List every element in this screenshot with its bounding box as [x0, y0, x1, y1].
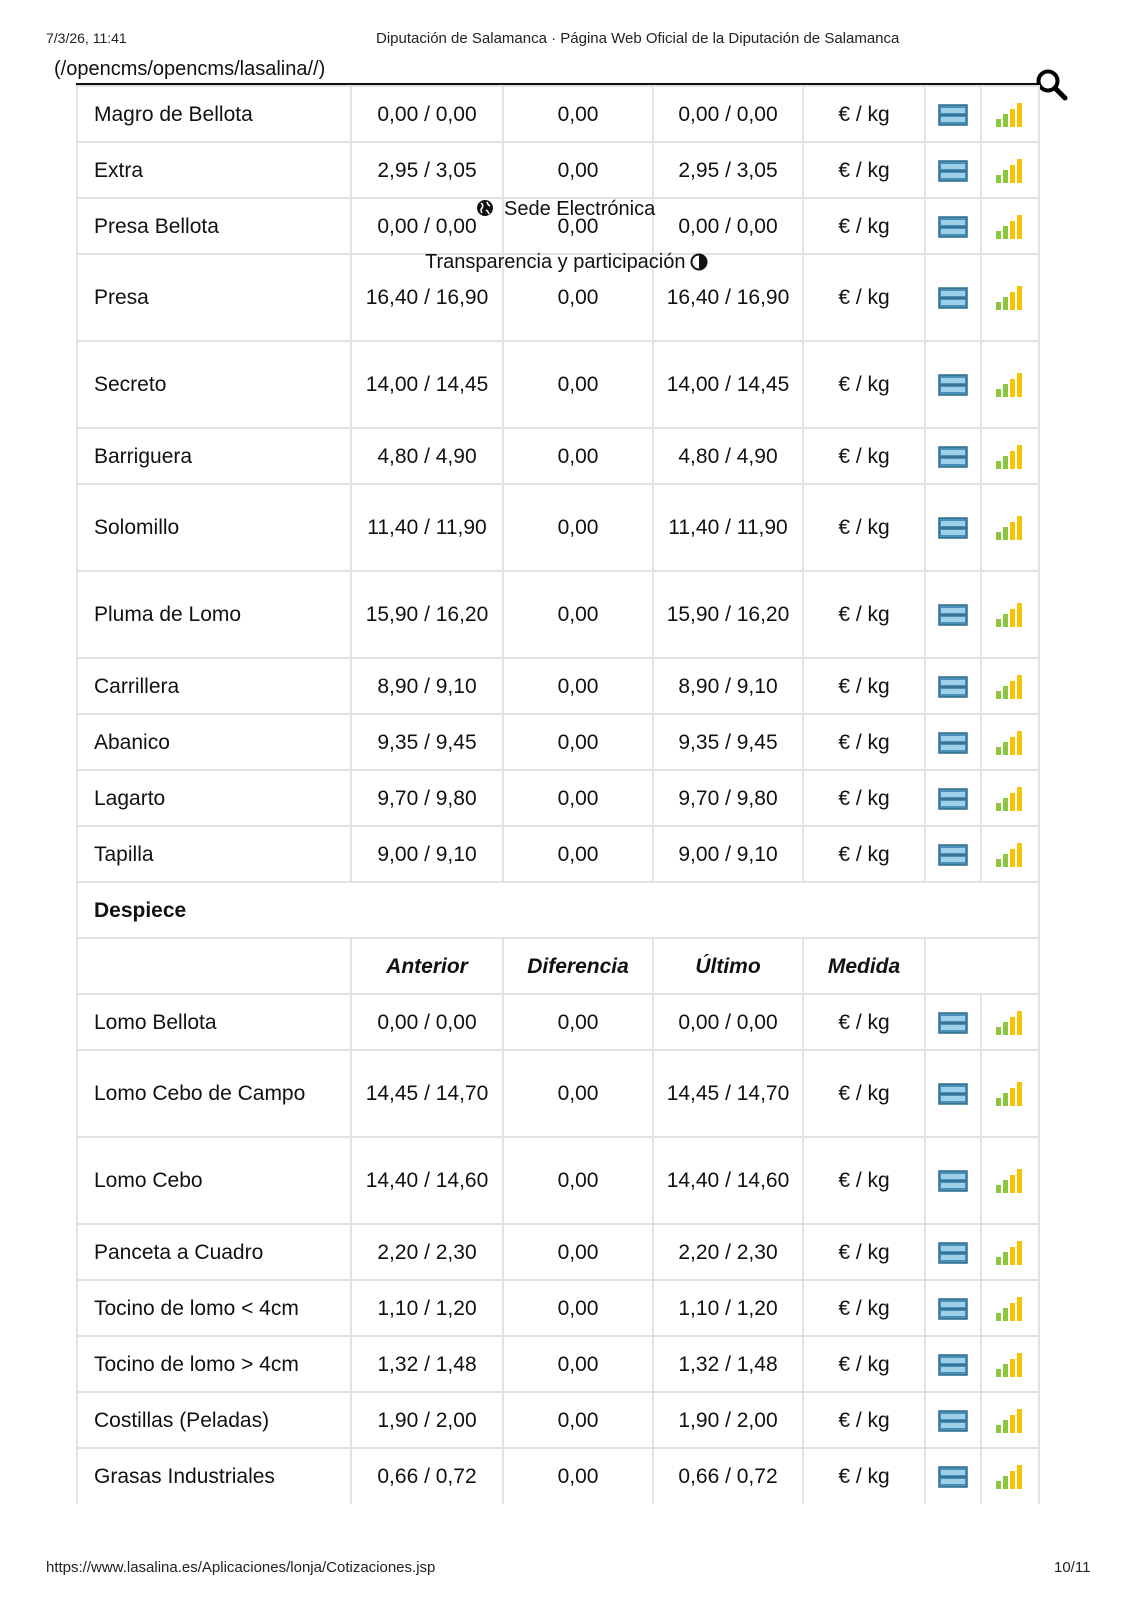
bar-chart-icon[interactable] — [995, 842, 1025, 868]
chart-view-cell[interactable] — [981, 86, 1039, 142]
unit-medida: € / kg — [803, 1448, 925, 1504]
table-icon[interactable] — [938, 1170, 968, 1192]
bar-chart-icon[interactable] — [995, 786, 1025, 812]
price-ultimo: 11,40 / 11,90 — [653, 484, 803, 571]
table-view-cell[interactable] — [925, 994, 981, 1050]
bar-chart-icon[interactable] — [995, 1010, 1025, 1036]
header-ultimo: Último — [653, 938, 803, 994]
chart-view-cell[interactable] — [981, 484, 1039, 571]
price-diferencia: 0,00 — [503, 86, 653, 142]
price-ultimo: 0,00 / 0,00 — [653, 994, 803, 1050]
product-name: Panceta a Cuadro — [77, 1224, 351, 1280]
sede-electronica-link[interactable] — [476, 198, 655, 221]
bar-chart-icon[interactable] — [995, 1168, 1025, 1194]
price-ultimo: 15,90 / 16,20 — [653, 571, 803, 658]
unit-medida: € / kg — [803, 1336, 925, 1392]
table-view-cell[interactable] — [925, 198, 981, 254]
chart-view-cell[interactable] — [981, 428, 1039, 484]
price-anterior: 14,00 / 14,45 — [351, 341, 503, 428]
table-icon[interactable] — [938, 732, 968, 754]
price-diferencia: 0,00 — [503, 1280, 653, 1336]
table-icon[interactable] — [938, 604, 968, 626]
table-view-cell[interactable] — [925, 1448, 981, 1504]
table-view-cell[interactable] — [925, 714, 981, 770]
table-row — [77, 484, 1063, 571]
unit-medida: € / kg — [803, 86, 925, 142]
chart-view-cell[interactable] — [981, 254, 1039, 341]
table-icon[interactable] — [938, 1242, 968, 1264]
price-ultimo: 4,80 / 4,90 — [653, 428, 803, 484]
table-view-cell[interactable] — [925, 341, 981, 428]
product-name: Barriguera — [77, 428, 351, 484]
table-view-cell[interactable] — [925, 484, 981, 571]
table-row — [77, 1336, 1063, 1392]
price-diferencia: 0,00 — [503, 142, 653, 198]
product-name: Pluma de Lomo — [77, 571, 351, 658]
section-despiece — [77, 882, 1063, 994]
chart-view-cell[interactable] — [981, 658, 1039, 714]
chart-view-cell[interactable] — [981, 826, 1039, 882]
price-anterior: 9,70 / 9,80 — [351, 770, 503, 826]
chart-view-cell[interactable] — [981, 1448, 1039, 1504]
price-anterior: 2,95 / 3,05 — [351, 142, 503, 198]
price-anterior: 14,45 / 14,70 — [351, 1050, 503, 1137]
chart-view-cell[interactable] — [981, 714, 1039, 770]
table-view-cell[interactable] — [925, 142, 981, 198]
price-ultimo: 0,66 / 0,72 — [653, 1448, 803, 1504]
price-ultimo: 9,00 / 9,10 — [653, 826, 803, 882]
price-ultimo: 9,70 / 9,80 — [653, 770, 803, 826]
price-ultimo: 8,90 / 9,10 — [653, 658, 803, 714]
product-name: Extra — [77, 142, 351, 198]
bar-chart-icon[interactable] — [995, 372, 1025, 398]
price-diferencia: 0,00 — [503, 198, 653, 254]
price-ultimo: 16,40 / 16,90 — [653, 254, 803, 341]
price-diferencia: 0,00 — [503, 571, 653, 658]
section-title: Despiece — [77, 882, 1039, 938]
table-row — [77, 571, 1063, 658]
price-diferencia: 0,00 — [503, 341, 653, 428]
table-view-cell[interactable] — [925, 571, 981, 658]
chart-view-cell[interactable] — [981, 1224, 1039, 1280]
price-anterior: 14,40 / 14,60 — [351, 1137, 503, 1224]
table-view-cell[interactable] — [925, 658, 981, 714]
bar-chart-icon[interactable] — [995, 515, 1025, 541]
table-icon[interactable] — [938, 446, 968, 468]
price-ultimo: 0,00 / 0,00 — [653, 198, 803, 254]
table-row — [77, 826, 1063, 882]
contrast-icon[interactable] — [690, 253, 708, 271]
price-diferencia: 0,00 — [503, 1448, 653, 1504]
table-view-cell[interactable] — [925, 86, 981, 142]
table-icon[interactable] — [938, 104, 968, 126]
bar-chart-icon[interactable] — [995, 1296, 1025, 1322]
print-date: 7/3/26, 11:41 — [46, 30, 127, 46]
price-diferencia: 0,00 — [503, 1392, 653, 1448]
price-anterior: 15,90 / 16,20 — [351, 571, 503, 658]
table-icon[interactable] — [938, 1354, 968, 1376]
chart-view-cell[interactable] — [981, 1392, 1039, 1448]
unit-medida: € / kg — [803, 254, 925, 341]
bar-chart-icon[interactable] — [995, 730, 1025, 756]
price-diferencia: 0,00 — [503, 658, 653, 714]
product-name: Tocino de lomo < 4cm — [77, 1280, 351, 1336]
table-icon[interactable] — [938, 676, 968, 698]
print-page-number: 10/11 — [1054, 1559, 1091, 1576]
print-page-title: Diputación de Salamanca · Página Web Oficial de la Diputación de Salamanca — [376, 30, 900, 47]
chart-view-cell[interactable] — [981, 341, 1039, 428]
home-link[interactable]: (/opencms/opencms/lasalina//) — [54, 58, 326, 80]
sede-electronica-label: Sede Electrónica — [504, 198, 656, 220]
table-view-cell[interactable] — [925, 1224, 981, 1280]
chart-view-cell[interactable] — [981, 770, 1039, 826]
price-diferencia: 0,00 — [503, 1050, 653, 1137]
unit-medida: € / kg — [803, 484, 925, 571]
table-icon[interactable] — [938, 1012, 968, 1034]
product-name: Presa Bellota — [77, 198, 351, 254]
bar-chart-icon[interactable] — [995, 1240, 1025, 1266]
price-anterior: 0,00 / 0,00 — [351, 86, 503, 142]
price-anterior: 0,00 / 0,00 — [351, 198, 503, 254]
table-icon[interactable] — [938, 160, 968, 182]
price-ultimo: 14,45 / 14,70 — [653, 1050, 803, 1137]
bar-chart-icon[interactable] — [995, 1464, 1025, 1490]
table-view-cell[interactable] — [925, 1137, 981, 1224]
price-anterior: 11,40 / 11,90 — [351, 484, 503, 571]
price-anterior: 0,66 / 0,72 — [351, 1448, 503, 1504]
unit-medida: € / kg — [803, 428, 925, 484]
unit-medida: € / kg — [803, 994, 925, 1050]
table-view-cell[interactable] — [925, 826, 981, 882]
price-ultimo: 2,20 / 2,30 — [653, 1224, 803, 1280]
table-row — [77, 86, 1063, 142]
table-row — [77, 1050, 1063, 1137]
chart-view-cell[interactable] — [981, 198, 1039, 254]
table-row — [77, 1137, 1063, 1224]
price-ultimo: 1,10 / 1,20 — [653, 1280, 803, 1336]
chart-view-cell[interactable] — [981, 994, 1039, 1050]
table-view-cell[interactable] — [925, 1336, 981, 1392]
price-anterior: 9,00 / 9,10 — [351, 826, 503, 882]
table-icon[interactable] — [938, 517, 968, 539]
price-anterior: 2,20 / 2,30 — [351, 1224, 503, 1280]
price-anterior: 1,32 / 1,48 — [351, 1336, 503, 1392]
price-diferencia: 0,00 — [503, 254, 653, 341]
product-name: Magro de Bellota — [77, 86, 351, 142]
table-row — [77, 714, 1063, 770]
price-diferencia: 0,00 — [503, 1137, 653, 1224]
product-name: Grasas Industriales — [77, 1448, 351, 1504]
header-medida: Medida — [803, 938, 925, 994]
table-row — [77, 142, 1063, 198]
unit-medida: € / kg — [803, 142, 925, 198]
unit-medida: € / kg — [803, 826, 925, 882]
table-icon[interactable] — [938, 1466, 968, 1488]
product-name: Secreto — [77, 341, 351, 428]
product-name: Lomo Cebo de Campo — [77, 1050, 351, 1137]
table-row — [77, 428, 1063, 484]
price-ultimo: 14,40 / 14,60 — [653, 1137, 803, 1224]
unit-medida: € / kg — [803, 1050, 925, 1137]
header-empty-cell — [925, 938, 1039, 994]
price-diferencia: 0,00 — [503, 994, 653, 1050]
table-icon[interactable] — [938, 374, 968, 396]
unit-medida: € / kg — [803, 571, 925, 658]
table-view-cell[interactable] — [925, 254, 981, 341]
table-view-cell[interactable] — [925, 1280, 981, 1336]
table-icon[interactable] — [938, 287, 968, 309]
table-icon[interactable] — [938, 1298, 968, 1320]
product-name: Costillas (Peladas) — [77, 1392, 351, 1448]
table-row — [77, 1448, 1063, 1504]
chart-view-cell[interactable] — [981, 1137, 1039, 1224]
price-diferencia: 0,00 — [503, 1336, 653, 1392]
unit-medida: € / kg — [803, 770, 925, 826]
price-anterior: 16,40 / 16,90 — [351, 254, 503, 341]
price-anterior: 4,80 / 4,90 — [351, 428, 503, 484]
chart-view-cell[interactable] — [981, 1050, 1039, 1137]
table-icon[interactable] — [938, 788, 968, 810]
price-ultimo: 1,32 / 1,48 — [653, 1336, 803, 1392]
price-diferencia: 0,00 — [503, 428, 653, 484]
unit-medida: € / kg — [803, 714, 925, 770]
table-row — [77, 1392, 1063, 1448]
quotes-despiece-body — [77, 994, 1063, 1504]
price-diferencia: 0,00 — [503, 484, 653, 571]
product-name: Tapilla — [77, 826, 351, 882]
table-view-cell[interactable] — [925, 1392, 981, 1448]
product-name: Lomo Bellota — [77, 994, 351, 1050]
bar-chart-icon[interactable] — [995, 214, 1025, 240]
price-diferencia: 0,00 — [503, 714, 653, 770]
unit-medida: € / kg — [803, 1392, 925, 1448]
table-view-cell[interactable] — [925, 428, 981, 484]
unit-medida: € / kg — [803, 1137, 925, 1224]
transparencia-link[interactable] — [425, 251, 708, 274]
price-anterior: 8,90 / 9,10 — [351, 658, 503, 714]
transparencia-label: Transparencia y participación — [425, 251, 686, 273]
bar-chart-icon[interactable] — [995, 1081, 1025, 1107]
product-name: Abanico — [77, 714, 351, 770]
product-name: Solomillo — [77, 484, 351, 571]
table-row — [77, 1280, 1063, 1336]
unit-medida: € / kg — [803, 658, 925, 714]
price-ultimo: 1,90 / 2,00 — [653, 1392, 803, 1448]
chart-view-cell[interactable] — [981, 1280, 1039, 1336]
chart-view-cell[interactable] — [981, 1336, 1039, 1392]
table-icon[interactable] — [938, 216, 968, 238]
price-diferencia: 0,00 — [503, 826, 653, 882]
bar-chart-icon[interactable] — [995, 102, 1025, 128]
price-ultimo: 0,00 / 0,00 — [653, 86, 803, 142]
product-name: Lomo Cebo — [77, 1137, 351, 1224]
header-diferencia: Diferencia — [503, 938, 653, 994]
table-icon[interactable] — [938, 844, 968, 866]
price-diferencia: 0,00 — [503, 770, 653, 826]
globe-icon — [476, 199, 494, 217]
price-anterior: 0,00 / 0,00 — [351, 994, 503, 1050]
price-diferencia: 0,00 — [503, 1224, 653, 1280]
chart-view-cell[interactable] — [981, 142, 1039, 198]
price-ultimo: 14,00 / 14,45 — [653, 341, 803, 428]
price-anterior: 1,10 / 1,20 — [351, 1280, 503, 1336]
product-name: Tocino de lomo > 4cm — [77, 1336, 351, 1392]
table-row — [77, 341, 1063, 428]
table-row — [77, 1224, 1063, 1280]
product-name: Carrillera — [77, 658, 351, 714]
bar-chart-icon[interactable] — [995, 674, 1025, 700]
table-row — [77, 658, 1063, 714]
header-empty-cell — [77, 938, 351, 994]
bar-chart-icon[interactable] — [995, 158, 1025, 184]
bar-chart-icon[interactable] — [995, 602, 1025, 628]
print-footer-url: https://www.lasalina.es/Aplicaciones/lonja/Cotizaciones.jsp — [46, 1559, 436, 1576]
bar-chart-icon[interactable] — [995, 444, 1025, 470]
table-view-cell[interactable] — [925, 1050, 981, 1137]
unit-medida: € / kg — [803, 341, 925, 428]
bar-chart-icon[interactable] — [995, 1352, 1025, 1378]
unit-medida: € / kg — [803, 1224, 925, 1280]
price-anterior: 1,90 / 2,00 — [351, 1392, 503, 1448]
table-row — [77, 994, 1063, 1050]
chart-view-cell[interactable] — [981, 571, 1039, 658]
header-anterior: Anterior — [351, 938, 503, 994]
bar-chart-icon[interactable] — [995, 285, 1025, 311]
price-anterior: 9,35 / 9,45 — [351, 714, 503, 770]
price-ultimo: 2,95 / 3,05 — [653, 142, 803, 198]
table-view-cell[interactable] — [925, 770, 981, 826]
price-ultimo: 9,35 / 9,45 — [653, 714, 803, 770]
unit-medida: € / kg — [803, 198, 925, 254]
product-name: Lagarto — [77, 770, 351, 826]
unit-medida: € / kg — [803, 1280, 925, 1336]
product-name: Presa — [77, 254, 351, 341]
quotes-table — [76, 85, 1064, 1504]
table-icon[interactable] — [938, 1083, 968, 1105]
bar-chart-icon[interactable] — [995, 1408, 1025, 1434]
table-row — [77, 770, 1063, 826]
table-icon[interactable] — [938, 1410, 968, 1432]
